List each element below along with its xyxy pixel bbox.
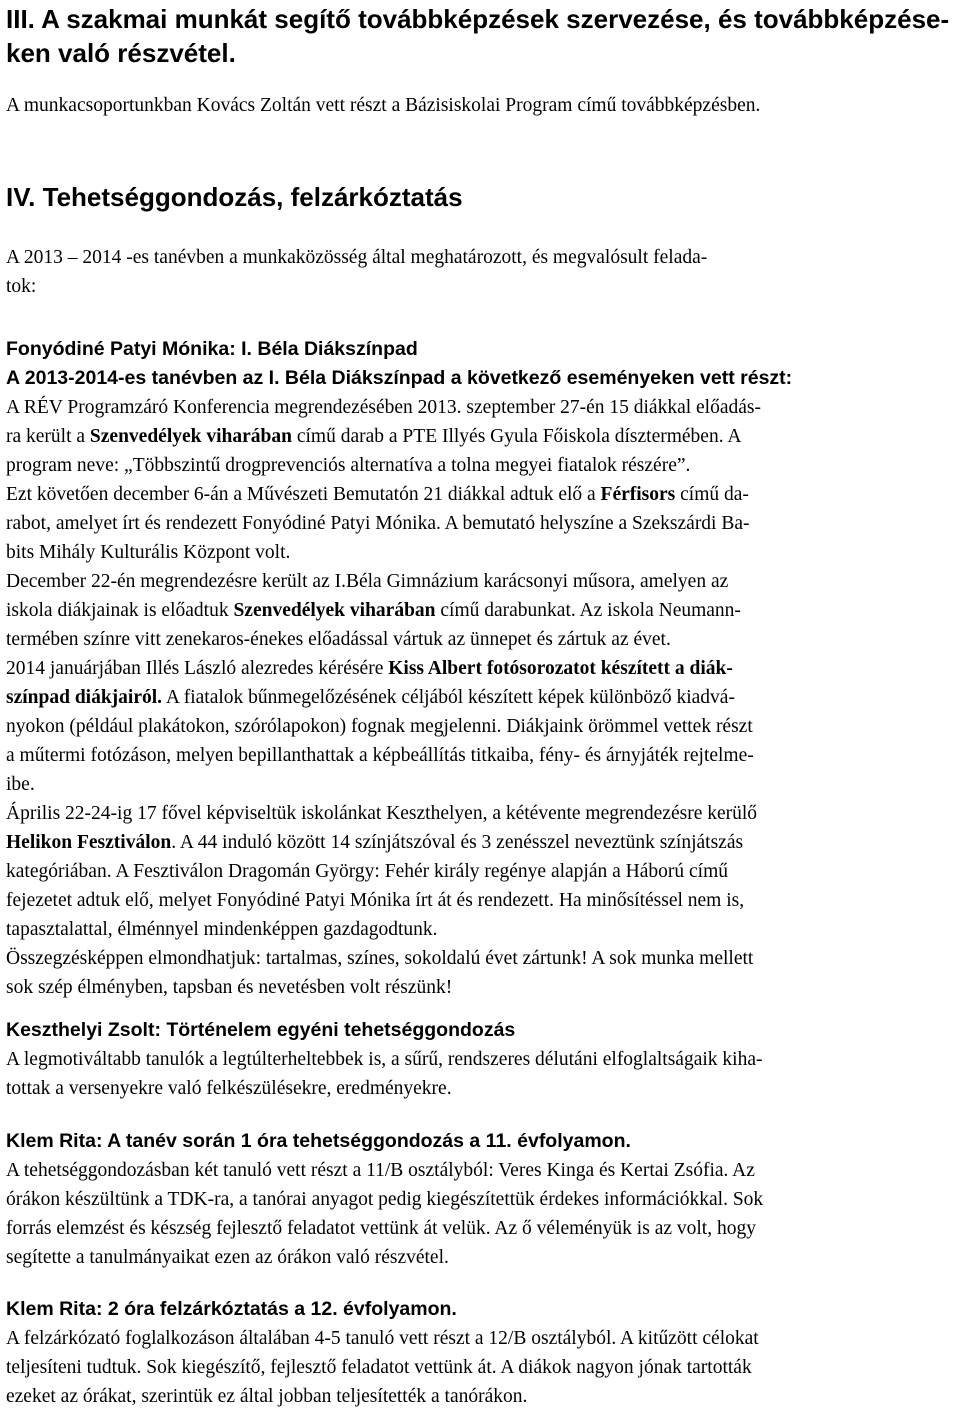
text-segment: 2014 januárjában Illés László alezredes kérésére: [6, 658, 389, 679]
fonyodine-title: Fonyódiné Patyi Mónika: I. Béla Diákszínpad A 2013-2014-es tanévben az I. Béla Diákszínpad a következő eseményeken vett részt:: [6, 338, 793, 389]
bold-text: Szenvedélyek viharában: [89, 426, 292, 447]
klem-catchup-line: ezeket az órákat, szerintük ez által jobban teljesítették a tanórákon.: [6, 1386, 528, 1407]
bold-text: Szenvedélyek viharában: [233, 600, 436, 621]
text-segment: December 22-én megrendezésre került az I.Béla Gimnázium karácsonyi műsora, amelyen az: [6, 571, 729, 592]
text-segment: Ezt követően december 6-án a Művészeti Bemutatón 21 diákkal adtuk elő a: [6, 484, 601, 505]
text-segment: című darabunkat. Az iskola Neumann-: [435, 600, 741, 621]
klem-catchup-line: A felzárkózató foglalkozáson általában 4-5 tanuló vett részt a 12/B osztályból. A kitűzött célokat: [6, 1328, 759, 1349]
text-segment: A fiatalok bűnmegelőzésének céljából készített képek különböző kiadvá-: [162, 687, 735, 708]
fonyodine-line: [6, 712, 952, 741]
text-segment: kategóriában. A Fesztiválon Dragomán György: Fehér király regénye alapján a Háború című: [6, 861, 728, 882]
text-segment: című darab a PTE Illyés Gyula Főiskola dísztermében. A: [291, 426, 742, 447]
fonyodine-line: [6, 596, 952, 625]
klem-catchup-title: Klem Rita: 2 óra felzárkóztatás a 12. évfolyamon.: [6, 1298, 457, 1320]
fonyodine-line: [6, 451, 952, 480]
klem-talent-line: A tehetséggondozásban két tanuló vett részt a 11/B osztályból: Veres Kinga és Kertai Zsófia. Az: [6, 1160, 755, 1181]
fonyodine-line: [6, 654, 952, 683]
text-segment: iskola diákjainak is előadtuk: [6, 600, 234, 621]
klem-talent-line: forrás elemzést és készség fejlesztő feladatot vettünk át velük. Az ő véleményük is az volt, hogy: [6, 1218, 756, 1239]
fonyodine-line: [6, 973, 952, 1002]
fonyodine-line: [6, 770, 952, 799]
fonyodine-body: [6, 393, 952, 1002]
text-segment: sok szép élményben, tapsban és nevetésben volt részünk!: [6, 977, 453, 998]
text-segment: termében színre vitt zenekaros-énekes előadással vártuk az ünnepet és zártuk az évet.: [6, 629, 671, 650]
text-segment: ra került a: [6, 426, 90, 447]
fonyodine-line: [6, 886, 952, 915]
text-segment: fejezetet adtuk elő, melyet Fonyódiné Patyi Mónika írt át és rendezett. Ha minősítéssel nem is,: [6, 890, 745, 911]
fonyodine-line: [6, 509, 952, 538]
fonyodine-line: [6, 422, 952, 451]
fonyodine-line: [6, 857, 952, 886]
fonyodine-line: [6, 480, 952, 509]
fonyodine-line: [6, 567, 952, 596]
text-segment: Április 22-24-ig 17 fővel képviseltük iskolánkat Keszthelyen, a kétévente megrendezésre kerülő: [6, 803, 758, 824]
fonyodine-line: [6, 683, 952, 712]
keszthelyi-section: [6, 1016, 952, 1103]
fonyodine-line: [6, 538, 952, 567]
text-segment: ibe.: [6, 774, 35, 795]
keszthelyi-line: A legmotiváltabb tanulók a legtúlterheltebbek is, a sűrű, rendszeres délutáni elfoglaltságaik kiha-: [6, 1049, 763, 1070]
text-segment: program neve: „Többszintű drogprevenciós alternatíva a tolna megyei fiatalok részére”.: [6, 455, 691, 476]
fonyodine-line: [6, 625, 952, 654]
fonyodine-line: [6, 393, 952, 422]
text-segment: Összegzésképpen elmondhatjuk: tartalmas, színes, sokoldalú évet zártunk! A sok munka mellett: [6, 948, 754, 969]
klem-talent-title: Klem Rita: A tanév során 1 óra tehetséggondozás a 11. évfolyamon.: [6, 1130, 631, 1152]
keszthelyi-title: Keszthelyi Zsolt: Történelem egyéni tehetséggondozás: [6, 1019, 516, 1041]
keszthelyi-line: tottak a versenyekre való felkészülésekre, eredményekre.: [6, 1078, 452, 1099]
bold-text: Férfisors: [600, 484, 676, 505]
text-segment: tapasztalattal, élménnyel mindenképpen gazdagodtunk.: [6, 919, 438, 940]
section-3-heading: III. A szakmai munkát segítő továbbképzések szervezése, és továbbképzése- ken való részvétel.: [6, 4, 950, 68]
section-4-heading: IV. Tehetséggondozás, felzárkóztatás: [6, 182, 463, 212]
fonyodine-line: [6, 741, 952, 770]
text-segment: A RÉV Programzáró Konferencia megrendezésében 2013. szeptember 27-én 15 diákkal előadás-: [6, 397, 761, 418]
bold-text: Kiss Albert fotósorozatot készített a diák-: [388, 658, 733, 679]
klem-catchup-line: teljesíteni tudtuk. Sok kiegészítő, fejlesztő feladatot vettünk át. A diákok nagyon jónak tartották: [6, 1357, 752, 1378]
fonyodine-line: [6, 915, 952, 944]
section-3-text: A munkacsoportunkban Kovács Zoltán vett részt a Bázisiskolai Program című továbbképzésben.: [6, 95, 761, 116]
text-segment: a műtermi fotózáson, melyen bepillanthattak a képbeállítás titkaiba, fény- és árnyjáték rejtelme-: [6, 745, 754, 766]
klem-talent-line: órákon készültünk a TDK-ra, a tanórai anyagot pedig kiegészítettük érdekes információkkal. Sok: [6, 1189, 764, 1210]
fonyodine-line: [6, 828, 952, 857]
klem-catchup-section: [6, 1295, 952, 1411]
klem-talent-line: segítette a tanulmányaikat ezen az órákon való részvétel.: [6, 1247, 449, 1268]
bold-text: Helikon Fesztiválon: [6, 832, 172, 853]
text-segment: rabot, amelyet írt és rendezett Fonyódiné Patyi Mónika. A bemutató helyszíne a Szekszárdi Ba-: [6, 513, 750, 534]
klem-talent-section: [6, 1127, 952, 1272]
text-segment: . A 44 induló között 14 színjátszóval és 3 zenésszel neveztünk színjátszás: [171, 832, 744, 853]
text-segment: bits Mihály Kulturális Központ volt.: [6, 542, 291, 563]
fonyodine-line: [6, 799, 952, 828]
text-segment: nyokon (például plakátokon, szórólapokon) fognak megjelenni. Diákjaink örömmel vettek részt: [6, 716, 753, 737]
fonyodine-line: [6, 944, 952, 973]
text-segment: című da-: [675, 484, 749, 505]
bold-text: színpad diákjairól.: [6, 687, 163, 708]
section-4-intro: A 2013 – 2014 -es tanévben a munkaközösség által meghatározott, és megvalósult felada- tok:: [6, 247, 708, 297]
